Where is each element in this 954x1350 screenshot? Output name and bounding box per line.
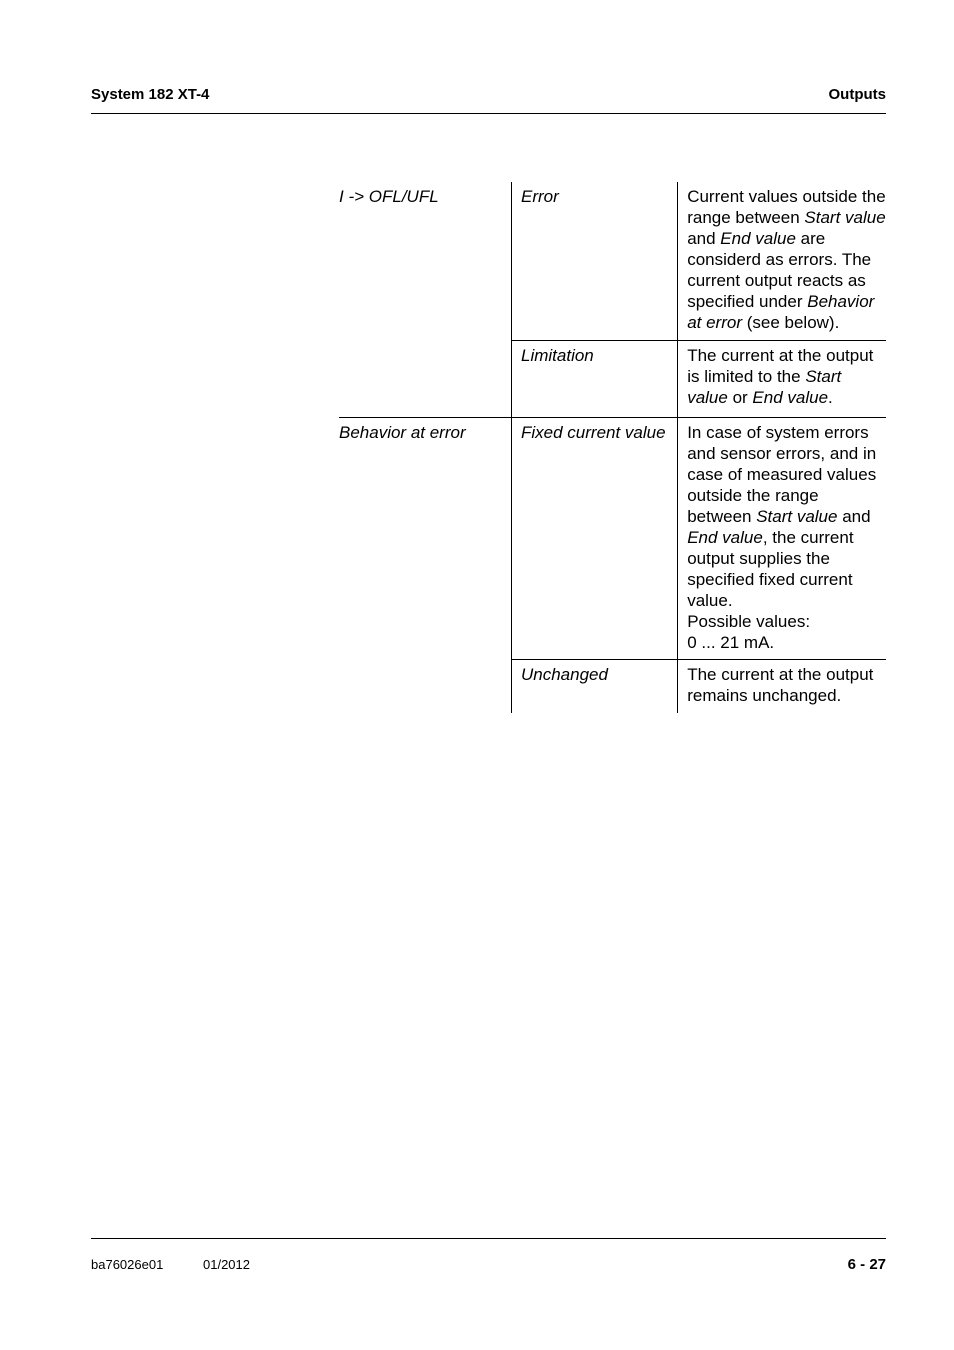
description-text: The current at the output remains unchanged.	[687, 665, 874, 705]
setting-cell: Behavior at error	[339, 418, 512, 714]
option-cell: Unchanged	[512, 660, 678, 714]
description-text: Behavior at error	[687, 292, 875, 332]
description-text: Start value	[804, 208, 886, 227]
description-text: Possible values:	[687, 612, 811, 631]
option-cell: Error	[512, 182, 678, 341]
parameter-table	[339, 182, 886, 713]
description-text: End value	[720, 229, 796, 248]
page-header	[91, 86, 886, 114]
description-text: End value	[752, 388, 829, 407]
option-cell: Limitation	[512, 341, 678, 418]
description-cell	[678, 341, 886, 418]
description-text: or	[727, 388, 753, 407]
description-text: (see below).	[742, 313, 840, 332]
description-cell	[678, 660, 886, 714]
description-cell	[678, 182, 886, 341]
description-text: Current values outside the range between	[687, 187, 886, 227]
description-text: are considerd as errors. The current output reacts as specified under	[687, 229, 872, 311]
footer-page-number: 6 - 27	[847, 1256, 886, 1273]
description-text: In case of system errors and sensor errors, and in case of measured values outside the range between	[687, 423, 877, 526]
header-section-title: Outputs	[828, 86, 886, 103]
header-product-title: System 182 XT-4	[91, 86, 210, 103]
description-text: .	[828, 388, 833, 407]
footer-date: 01/2012	[203, 1257, 250, 1272]
setting-cell: I -> OFL/UFL	[339, 187, 439, 206]
description-cell	[678, 418, 886, 660]
table-row	[339, 418, 886, 660]
footer-document-id: ba76026e01	[91, 1257, 164, 1272]
option-cell: Fixed current value	[512, 418, 678, 660]
description-text: Start value	[756, 507, 838, 526]
table-row	[339, 182, 886, 341]
description-text: and	[837, 507, 871, 526]
description-text: End value	[687, 528, 763, 547]
description-text: 0 ... 21 mA.	[687, 633, 775, 652]
description-text: Start value	[687, 367, 842, 407]
footer-divider	[91, 1238, 886, 1239]
description-text: and	[687, 229, 721, 248]
description-text: The current at the output is limited to the	[687, 346, 874, 386]
description-text: , the current output supplies the specified fixed current value.	[687, 528, 854, 610]
